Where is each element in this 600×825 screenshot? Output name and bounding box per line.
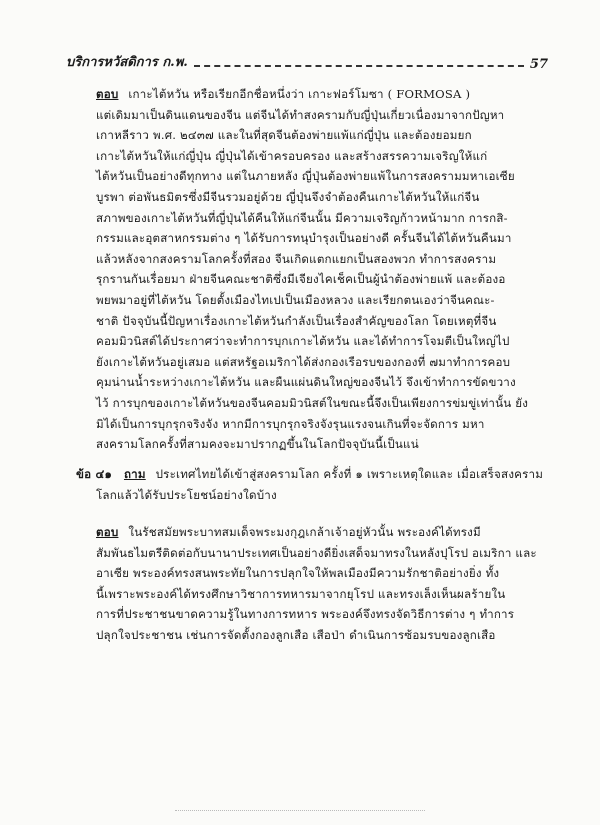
answer-line: บูรพา ต่อพันธมิตรซึ่งมีจีนรวมอยู่ด้วย ญี่ปุ่นจึงจำต้องคืนเกาะไต้หวันให้แก่จีน bbox=[96, 190, 480, 204]
question-line-text: ประเทศไทยได้เข้าสู่สงครามโลก ครั้งที่ ๑ เพราะเหตุใดและ เมื่อเสร็จสงคราม bbox=[155, 467, 544, 481]
answer-line: ไต้หวันเป็นอย่างดีทุกทาง แต่ในภายหลัง ญี่ปุ่นต้องพ่ายแพ้ในการสงครามมหาเอเซีย bbox=[96, 169, 515, 184]
answer-line: การที่ประชาชนขาดความรู้ในทางการทหาร พระองค์จึงทรงจัดวิธีการต่าง ๆ ทำการ bbox=[96, 607, 515, 622]
answer-label: ตอบ bbox=[96, 87, 119, 101]
answer-line-text: เกาะไต้หวัน หรือเรียกอีกชื่อหนึ่งว่า เกาะฟอร์โมซา ( FORMOSA ) bbox=[128, 87, 471, 101]
answer-line: มิได้เป็นการบุกรุกจริงจัง หากมีการบุกรุกจริงจังรุนแรงจนเกินที่จะจัดการ มหา bbox=[96, 416, 485, 431]
answer-line: คุมน่านน้ำระหว่างเกาะไต้หวัน และผืนแผ่นดินใหญ่ของจีนไว้ จึงเข้าทำการขัดขวาง bbox=[96, 375, 516, 390]
scan-artifact bbox=[175, 806, 425, 811]
answer-line: สภาพของเกาะไต้หวันที่ญี่ปุ่นได้คืนให้แก่จีนนั้น มีความเจริญก้าวหน้ามาก การกสิ- bbox=[96, 210, 508, 225]
book-title: บริการหวัสดิการ ก.พ. bbox=[66, 55, 188, 70]
answer-line: สงครามโลกครั้งที่สามคงจะมาปรากฏขึ้นในโลกปัจจุบันนี้เป็นแน่ bbox=[96, 437, 419, 452]
header-wavy-rule bbox=[194, 65, 524, 67]
answer-line: คอมมิวนิสต์ได้ประกาศว่าจะทำการบุกเกาะไต้หวัน และได้ทำการโจมตีเป็นใหญ่ไป bbox=[96, 334, 510, 349]
question-label: ถาม bbox=[123, 467, 146, 481]
answer-line: ยังเกาะไต้หวันอยู่เสมอ แต่สหรัฐอเมริกาได้ส่งกองเรือรบของกองที่ ๗มาทำการคอบ bbox=[96, 354, 511, 369]
question-line: โลกแล้วได้รับประโยชน์อย่างใดบ้าง bbox=[96, 487, 277, 502]
answer-line: รุกรานกันเรื่อยมา ฝ่ายจีนคณะชาติซึ่งมีเจียงไคเช็คเป็นผู้นำต้องพ่ายแพ้ และต้องอ bbox=[96, 272, 506, 287]
answer-line: แล้วหลังจากสงครามโลกครั้งที่สอง จีนเกิดแตกแยกเป็นสองพวก ทำการสงคราม bbox=[96, 251, 497, 266]
page-number: 57 bbox=[529, 57, 548, 72]
answer-line: นี้เพราะพระองค์ได้ทรงศึกษาวิชาการทหารมาจากยุโรป และทรงเล็งเห็นผลร้ายใน bbox=[96, 586, 506, 601]
answer-line: เกาะไต้หวันให้แก่ญี่ปุ่น ญี่ปุ่นได้เข้าครอบครอง และสร้างสรรความเจริญให้แก่ bbox=[96, 148, 488, 163]
answer-line: เกาหลีราว พ.ศ. ๒๔๓๗ และในที่สุดจีนต้องพ่ายแพ้แก่ญี่ปุ่น และต้องยอมยก bbox=[96, 128, 472, 143]
answer-line-text: ในรัชสมัยพระบาทสมเด็จพระมงกุฎเกล้าเจ้าอยู่หัวนั้น พระองค์ได้ทรงมี bbox=[128, 525, 481, 539]
page-header bbox=[66, 50, 548, 72]
answer-line: ไว้ การบุกของเกาะไต้หวันของจีนคอมมิวนิสต์ในขณะนี้จึงเป็นเพียงการข่มขู่เท่านั้น ยัง bbox=[96, 396, 529, 410]
answer-line: สัมพันธไมตรีติดต่อกับนานาประเทศเป็นอย่างดียิ่งเสด็จมาทรงในหลังปุโรป อเมริกา และ bbox=[96, 545, 537, 560]
answer-line: ชาติ ปัจจุบันนี้ปัญหาเรื่องเกาะไต้หวันกำลังเป็นเรื่องสำคัญของโลก โดยเหตุที่จีน bbox=[96, 313, 497, 328]
question-number: ข้อ ๔๑ bbox=[76, 467, 113, 481]
answer-line: กรรมและอุตสาหกรรมต่าง ๆ ได้รับการทนุบำรุงเป็นอย่างดี ครั้นจีนได้ไต้หวันคืนมา bbox=[96, 231, 512, 246]
answer-line: พยพมาอยู่ที่ไต้หวัน โดยตั้งเมืองไทเปเป็นเมืองหลวง และเรียกตนเองว่าจีนคณะ- bbox=[96, 293, 495, 307]
question-line bbox=[76, 464, 543, 485]
answer-line bbox=[96, 84, 470, 105]
answer-line: อาเซีย พระองค์ทรงสนพระทัยในการปลุกใจให้พลเมืองมีความรักชาติอย่างยิ่ง ทั้ง bbox=[96, 566, 500, 581]
answer-label: ตอบ bbox=[96, 525, 119, 539]
answer-line bbox=[96, 522, 481, 543]
answer-line: ปลุกใจประชาชน เช่นการจัดตั้งกองลูกเสือ เสือป่า ดำเนินการซ้อมรบของลูกเสือ bbox=[96, 628, 496, 642]
answer-line: แต่เดิมมาเป็นดินแดนของจีน แต่จีนได้ทำสงครามกับญี่ปุ่นเกี่ยวเนื่องมาจากปัญหา bbox=[96, 107, 505, 122]
